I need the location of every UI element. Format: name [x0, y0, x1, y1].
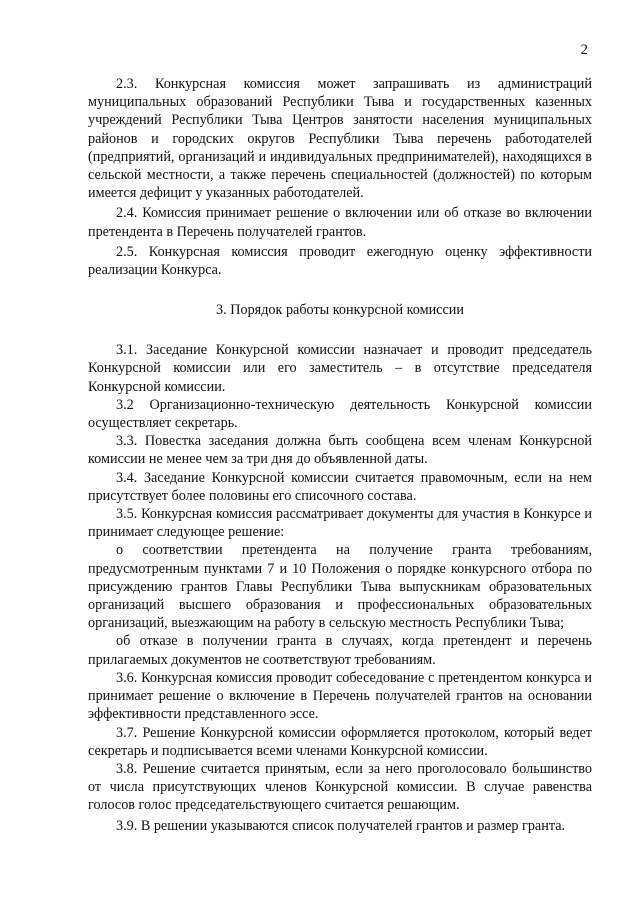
- paragraph-3-2: 3.2 Организационно-техническую деятельность Конкурсной комиссии осуществляет секретарь.: [88, 396, 592, 432]
- paragraph-3-3: 3.3. Повестка заседания должна быть сообщена всем членам Конкурсной комиссии не менее чем за три дня до объявленной даты.: [88, 433, 592, 468]
- paragraph-3-1: 3.1. Заседание Конкурсной комиссии назначает и проводит председатель Конкурсной комиссии или его заместитель – в отсутствие председателя Конкурсной комиссии.: [88, 342, 592, 395]
- paragraph-3-4: 3.4. Заседание Конкурсной комиссии считается правомочным, если на нем присутствует более половины его списочного состава.: [88, 469, 592, 504]
- paragraph-3-9: 3.9. В решении указываются список получателей грантов и размер гранта.: [116, 817, 566, 834]
- decision-item-refusal: об отказе в получении гранта в случаях, когда претендент и перечень прилагаемых документов не соответствуют требованиям.: [88, 633, 592, 668]
- paragraph-3-6: 3.6. Конкурсная комиссия проводит собеседование с претендентом конкурса и принимает решение о включение в Перечень получателей грантов на основании эффективности представленного эссе.: [88, 669, 592, 723]
- paragraph-2-4: 2.4. Комиссия принимает решение о включении или об отказе во включении претендента в Перечень получателей грантов.: [88, 205, 592, 240]
- paragraph-3-8: 3.8. Решение считается принятым, если за него проголосовало большинство от числа присутствующих членов Конкурсной комиссии. В случае равенства голосов голос председательствующего считается решающим.: [88, 760, 592, 814]
- paragraph-3-7: 3.7. Решение Конкурсной комиссии оформляется протоколом, который ведет секретарь и подписывается всеми членами Конкурсной комиссии.: [88, 724, 592, 759]
- paragraph-2-5: 2.5. Конкурсная комиссия проводит ежегодную оценку эффективности реализации Конкурса.: [88, 243, 592, 279]
- paragraph-3-5: 3.5. Конкурсная комиссия рассматривает документы для участия в Конкурсе и принимает следующее решение:: [88, 506, 592, 541]
- decision-item-compliance: о соответствии претендента на получение гранта требованиям, предусмотренным пунктами 7 и 10 Положения о порядке конкурсного отбора по присуждению грантов Главы Республики Тыва выпускникам образовательных организаций высшего образования и профессиональных образовательных организаций, выезжающим на работу в сельскую местность Республики Тыва;: [88, 542, 592, 632]
- document-body: [88, 75, 592, 835]
- paragraph-2-3: 2.3. Конкурсная комиссия может запрашивать из администраций муниципальных образований Республики Тыва и государственных казенных учреждений Республики Тыва Центров занятости населения муниципальных районов и городских округов Республики Тыва перечень работодателей (предприятий, организаций и индивидуальных предпринимателей), находящихся в сельской местности, а также перечень специальностей (должностей) по которым имеется дефицит у указанных работодателей.: [88, 76, 592, 202]
- section-heading: 3. Порядок работы конкурсной комиссии: [216, 302, 464, 319]
- page-number: 2: [580, 42, 588, 58]
